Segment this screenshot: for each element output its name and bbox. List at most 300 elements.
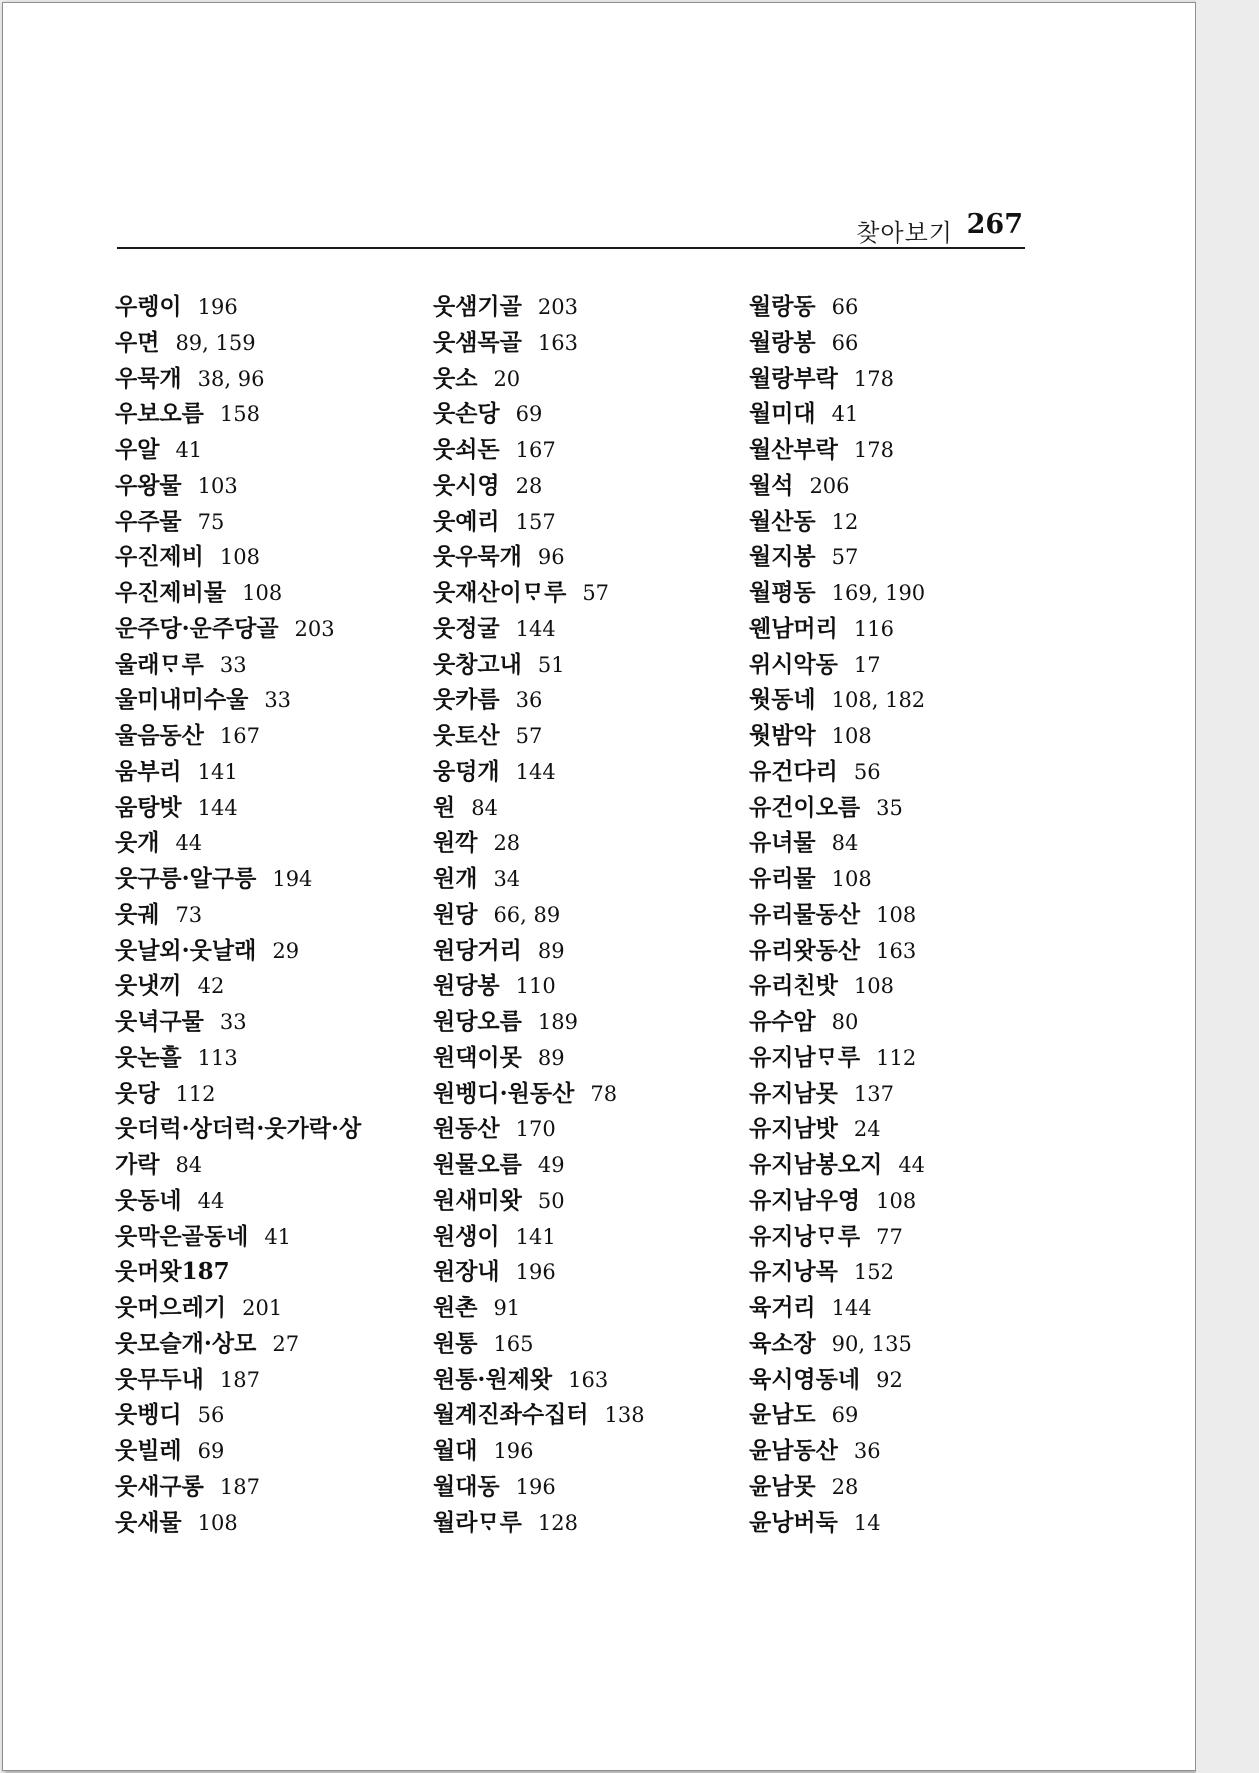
index-page-refs: 103 xyxy=(197,473,238,498)
index-page-refs: 141 xyxy=(197,759,238,784)
index-entry xyxy=(433,682,753,718)
index-term: 웃개 xyxy=(115,829,160,857)
index-entry xyxy=(115,1469,435,1505)
index-page-refs: 116 xyxy=(853,616,894,641)
index-page-refs: 112 xyxy=(175,1081,216,1106)
index-entry xyxy=(749,1183,1069,1219)
index-page-refs: 157 xyxy=(515,509,556,534)
index-entry xyxy=(433,325,753,361)
index-entry xyxy=(433,968,753,1004)
index-entry xyxy=(749,682,1069,718)
index-entry xyxy=(749,504,1069,540)
index-entry xyxy=(433,754,753,790)
index-entry xyxy=(115,325,435,361)
index-entry xyxy=(749,575,1069,611)
index-entry xyxy=(749,1254,1069,1290)
index-term: 웃빌레 xyxy=(115,1437,182,1464)
index-page-refs: 187 xyxy=(219,1367,260,1392)
index-term: 원장내 xyxy=(433,1258,500,1286)
index-term: 웃우묵개 xyxy=(433,543,522,571)
index-page-refs: 35 xyxy=(876,795,903,820)
index-entry xyxy=(433,861,753,897)
index-entry xyxy=(749,325,1069,361)
index-page-refs: 44 xyxy=(175,831,203,856)
index-page-refs: 44 xyxy=(197,1188,225,1213)
index-term: 웃새물 xyxy=(115,1508,182,1536)
index-term: 웃샘기골 xyxy=(433,293,522,320)
index-entry xyxy=(115,861,435,897)
index-page-refs: 78 xyxy=(590,1081,618,1106)
index-term: 웃모슬개·상모 xyxy=(115,1329,257,1357)
index-page-refs: 33 xyxy=(219,1010,247,1034)
index-entry xyxy=(749,790,1069,826)
page-number: 267 xyxy=(966,209,1023,240)
index-term: 울미내미수울 xyxy=(115,686,249,714)
index-term: 원당오름 xyxy=(433,1008,522,1035)
index-page-refs: 92 xyxy=(876,1367,903,1392)
index-page-refs: 51 xyxy=(537,652,565,677)
index-page-refs: 89 xyxy=(537,938,565,963)
index-term: 웃논흘 xyxy=(115,1043,182,1071)
index-page-refs: 56 xyxy=(197,1403,225,1428)
index-entry xyxy=(433,1469,753,1505)
index-page-refs: 44 xyxy=(898,1153,926,1177)
index-page-refs: 110 xyxy=(515,974,556,999)
index-page-refs: 141 xyxy=(515,1224,556,1249)
index-column-3 xyxy=(749,289,1069,1540)
index-term: 원깍 xyxy=(433,829,478,857)
index-page-refs: 34 xyxy=(493,867,521,891)
index-page-refs: 144 xyxy=(831,1296,872,1320)
running-head xyxy=(117,207,1025,249)
index-term: 월계진좌수집터 xyxy=(433,1401,589,1429)
index-page-refs: 90, 135 xyxy=(831,1331,912,1356)
index-term: 웃머왓187 xyxy=(115,1258,230,1286)
index-term: 월평동 xyxy=(749,579,816,606)
index-term: 웃벵디 xyxy=(115,1401,182,1429)
index-term: 원촌 xyxy=(433,1294,478,1321)
index-term: 원개 xyxy=(433,865,478,892)
index-entry xyxy=(749,968,1069,1004)
index-page-refs: 108 xyxy=(831,724,872,748)
index-page-refs: 196 xyxy=(197,295,238,319)
index-entry xyxy=(115,682,435,718)
index-page-refs: 66 xyxy=(831,330,859,355)
index-page-refs: 36 xyxy=(853,1439,881,1463)
index-entry xyxy=(115,1433,435,1469)
index-entry xyxy=(749,1040,1069,1076)
index-page-refs: 108 xyxy=(853,974,894,999)
index-page-refs: 194 xyxy=(272,867,313,891)
index-entry xyxy=(749,1111,1069,1147)
index-page-refs: 49 xyxy=(537,1153,565,1177)
index-entry xyxy=(433,1433,753,1469)
index-page-refs: 57 xyxy=(515,724,543,748)
index-term: 유수암 xyxy=(749,1008,816,1035)
index-term: 울음동산 xyxy=(115,722,204,749)
index-term: 웃머으레기 xyxy=(115,1294,227,1321)
index-entry xyxy=(433,1290,753,1326)
index-page-refs: 108 xyxy=(219,545,260,570)
index-entry xyxy=(115,1183,435,1219)
index-term: 월미대 xyxy=(749,400,816,428)
index-page-refs: 69 xyxy=(831,1403,859,1428)
index-entry xyxy=(749,754,1069,790)
index-page-refs: 14 xyxy=(853,1510,881,1535)
index-term: 움부리 xyxy=(115,757,182,785)
index-term: 육시영동네 xyxy=(749,1365,861,1393)
index-entry xyxy=(749,825,1069,861)
index-entry xyxy=(433,790,753,826)
index-entry xyxy=(433,289,753,325)
index-term: 웃더럭·상더럭·웃가락·상 xyxy=(115,1115,362,1143)
index-term: 원댁이못 xyxy=(433,1043,522,1071)
index-page-refs: 57 xyxy=(831,545,859,570)
index-term: 원 xyxy=(433,793,456,821)
index-term: 원새미왓 xyxy=(433,1186,522,1214)
index-entry xyxy=(433,539,753,575)
index-page-refs: 144 xyxy=(197,795,238,820)
index-page-refs: 28 xyxy=(493,831,521,856)
index-entry xyxy=(115,1111,435,1147)
index-term: 웃동네 xyxy=(115,1186,182,1214)
index-entry xyxy=(433,396,753,432)
index-page-refs: 66 xyxy=(831,295,859,319)
index-page-refs: 196 xyxy=(515,1474,556,1499)
index-entry xyxy=(433,361,753,397)
index-page-refs: 33 xyxy=(219,652,247,677)
index-page-refs: 29 xyxy=(272,938,300,963)
index-entry xyxy=(115,825,435,861)
index-page-refs: 41 xyxy=(831,402,859,427)
index-term: 우진제비물 xyxy=(115,579,227,606)
index-page-refs: 196 xyxy=(493,1439,534,1463)
index-entry xyxy=(749,647,1069,683)
index-term: 웃예리 xyxy=(433,507,500,535)
index-entry xyxy=(433,1147,753,1183)
index-term: 웟동네 xyxy=(749,686,816,714)
index-term: 우왕물 xyxy=(115,471,182,499)
index-entry xyxy=(749,1326,1069,1362)
index-entry xyxy=(115,1326,435,1362)
index-page-refs: 36 xyxy=(515,688,543,713)
index-term: 육거리 xyxy=(749,1294,816,1321)
index-entry xyxy=(749,611,1069,647)
index-page-refs: 137 xyxy=(853,1081,894,1106)
index-term: 웃쇠돈 xyxy=(433,436,500,463)
index-page-refs: 178 xyxy=(853,438,894,462)
index-entry xyxy=(115,468,435,504)
index-entry xyxy=(749,933,1069,969)
index-term: 움탕밧 xyxy=(115,793,182,821)
index-page-refs: 167 xyxy=(219,724,260,748)
index-term: 월대 xyxy=(433,1437,478,1464)
index-column-1 xyxy=(115,289,435,1540)
index-entry xyxy=(115,1505,435,1541)
index-term: 우보오름 xyxy=(115,400,204,428)
index-entry xyxy=(433,825,753,861)
index-term: 월석 xyxy=(749,471,794,499)
index-term: 웃궤 xyxy=(115,900,160,928)
index-entry xyxy=(433,468,753,504)
index-term: 월대동 xyxy=(433,1472,500,1500)
index-term: 원벵디·원동산 xyxy=(433,1079,575,1107)
index-page-refs: 178 xyxy=(853,366,894,391)
index-entry xyxy=(115,1076,435,1112)
index-page-refs: 33 xyxy=(264,688,292,713)
index-entry xyxy=(433,1362,753,1398)
index-page-refs: 189 xyxy=(537,1010,578,1034)
index-term: 웃당 xyxy=(115,1079,160,1107)
index-page-refs: 203 xyxy=(537,295,578,319)
index-entry xyxy=(749,361,1069,397)
index-page-refs: 42 xyxy=(197,974,225,999)
index-term: 월라ᄆᆞ루 xyxy=(433,1508,522,1536)
index-term: 원당거리 xyxy=(433,936,522,964)
index-entry xyxy=(433,1326,753,1362)
index-entry xyxy=(115,897,435,933)
index-entry xyxy=(749,1362,1069,1398)
index-entry xyxy=(115,1254,435,1290)
index-term: 윤낭버둑 xyxy=(749,1508,838,1536)
index-page-refs: 84 xyxy=(471,795,498,820)
index-term: 유건다리 xyxy=(749,757,838,785)
index-term: 울래ᄆᆞ루 xyxy=(115,650,204,678)
index-term: 웬남머리 xyxy=(749,614,838,642)
index-entry xyxy=(433,611,753,647)
index-term: 운주당·운주당골 xyxy=(115,614,279,642)
index-term: 월지봉 xyxy=(749,543,816,571)
index-term: 원통·원제왓 xyxy=(433,1365,553,1393)
index-page-refs: 196 xyxy=(515,1260,556,1285)
index-entry xyxy=(433,1397,753,1433)
index-entry xyxy=(115,933,435,969)
index-term: 웃창고내 xyxy=(433,650,522,678)
index-term: 유지남봉오지 xyxy=(749,1151,883,1178)
index-page-refs: 144 xyxy=(515,759,556,784)
index-entry xyxy=(115,1397,435,1433)
index-term: 유지낭ᄆᆞ루 xyxy=(749,1222,861,1250)
index-term: 우진제비 xyxy=(115,543,204,571)
index-entry xyxy=(115,1147,435,1183)
index-term: 웅덩개 xyxy=(433,757,500,785)
index-term: 윤남못 xyxy=(749,1472,816,1500)
index-page-refs: 206 xyxy=(809,473,850,498)
index-entry xyxy=(115,396,435,432)
index-entry xyxy=(749,1505,1069,1541)
index-term: 유건이오름 xyxy=(749,793,861,821)
index-term: 육소장 xyxy=(749,1329,816,1357)
index-term: 윤남동산 xyxy=(749,1437,838,1464)
index-entry xyxy=(115,1362,435,1398)
index-entry xyxy=(115,790,435,826)
index-term: 웟밤악 xyxy=(749,722,816,749)
index-term: 유지남ᄆᆞ루 xyxy=(749,1043,861,1071)
index-entry xyxy=(749,1433,1069,1469)
section-title: 찾아보기 xyxy=(856,219,953,247)
index-page-refs: 169, 190 xyxy=(831,581,926,605)
index-page-refs: 138 xyxy=(604,1403,645,1428)
index-page-refs: 28 xyxy=(515,473,543,498)
index-term: 웃손당 xyxy=(433,400,500,428)
index-page-refs: 66, 89 xyxy=(493,902,561,927)
index-entry xyxy=(433,1505,753,1541)
index-page-refs: 108 xyxy=(831,867,872,891)
index-entry xyxy=(115,1219,435,1255)
index-term: 우면 xyxy=(115,328,160,356)
index-term: 우주물 xyxy=(115,507,182,535)
index-entry xyxy=(749,861,1069,897)
index-entry xyxy=(115,289,435,325)
index-page-refs: 163 xyxy=(876,938,917,963)
index-term: 웃토산 xyxy=(433,722,500,749)
index-page-refs: 108, 182 xyxy=(831,688,926,713)
index-page-refs: 73 xyxy=(175,902,203,927)
index-page-refs: 69 xyxy=(515,402,543,427)
book-page xyxy=(2,2,1196,1771)
index-page-refs: 57 xyxy=(582,581,610,605)
index-term: 월랑동 xyxy=(749,293,816,320)
index-entry xyxy=(749,539,1069,575)
index-page-refs: 144 xyxy=(515,616,556,641)
index-page-refs: 77 xyxy=(876,1224,903,1249)
index-entry xyxy=(749,897,1069,933)
index-entry xyxy=(749,1469,1069,1505)
index-entry xyxy=(115,968,435,1004)
index-term: 웃막은골동네 xyxy=(115,1222,249,1250)
index-page-refs: 89 xyxy=(537,1045,565,1070)
index-term: 우렝이 xyxy=(115,293,182,320)
index-entry xyxy=(433,1004,753,1040)
index-term: 우알 xyxy=(115,436,160,463)
index-page-refs: 91 xyxy=(493,1296,521,1320)
index-term: 웃녁구물 xyxy=(115,1008,204,1035)
index-entry xyxy=(749,718,1069,754)
index-entry xyxy=(749,1290,1069,1326)
index-page-refs: 108 xyxy=(197,1510,238,1535)
index-entry xyxy=(433,1183,753,1219)
index-entry xyxy=(433,575,753,611)
index-term: 월산동 xyxy=(749,507,816,535)
index-term: 원당봉 xyxy=(433,972,500,1000)
index-page-refs: 163 xyxy=(537,330,578,355)
index-page-refs: 170 xyxy=(515,1117,556,1142)
index-page-refs: 27 xyxy=(272,1331,300,1356)
index-term: 우묵개 xyxy=(115,364,182,392)
index-entry xyxy=(749,396,1069,432)
index-page-refs: 108 xyxy=(876,902,917,927)
index-term: 웃새구롱 xyxy=(115,1472,204,1500)
index-term: 원생이 xyxy=(433,1222,500,1250)
index-entry xyxy=(433,647,753,683)
index-page-refs: 56 xyxy=(853,759,881,784)
index-page-refs: 108 xyxy=(876,1188,917,1213)
index-page-refs: 163 xyxy=(568,1367,609,1392)
index-page-refs: 203 xyxy=(294,616,335,641)
index-term: 웃소 xyxy=(433,364,478,392)
index-term: 윤남도 xyxy=(749,1401,816,1429)
index-page-refs: 38, 96 xyxy=(197,366,265,391)
index-entry xyxy=(749,1076,1069,1112)
index-entry xyxy=(115,611,435,647)
index-page-refs: 128 xyxy=(537,1510,578,1535)
index-term: 유녀물 xyxy=(749,829,816,857)
index-entry xyxy=(433,1219,753,1255)
index-page-refs: 28 xyxy=(831,1474,859,1499)
index-term: 유리친밧 xyxy=(749,972,838,1000)
index-term: 가락 xyxy=(115,1151,160,1178)
index-term: 원물오름 xyxy=(433,1151,522,1178)
index-entry xyxy=(749,1147,1069,1183)
index-page-refs: 17 xyxy=(853,652,881,677)
index-entry xyxy=(115,539,435,575)
index-page-refs: 84 xyxy=(175,1153,203,1177)
index-page-refs: 187 xyxy=(219,1474,260,1499)
index-entry xyxy=(433,1040,753,1076)
index-term: 웃시영 xyxy=(433,471,500,499)
index-entry xyxy=(749,289,1069,325)
index-entry xyxy=(115,718,435,754)
index-entry xyxy=(115,361,435,397)
index-page-refs: 20 xyxy=(493,366,521,391)
index-term: 원당 xyxy=(433,900,478,928)
index-entry xyxy=(749,1219,1069,1255)
index-page-refs: 158 xyxy=(219,402,260,427)
index-page-refs: 24 xyxy=(853,1117,881,1142)
index-page-refs: 113 xyxy=(197,1045,238,1070)
index-term: 웃날외·웃날래 xyxy=(115,936,257,964)
index-entry xyxy=(115,504,435,540)
index-entry xyxy=(115,647,435,683)
index-term: 웃구릉·알구릉 xyxy=(115,865,257,892)
index-entry xyxy=(433,432,753,468)
index-entry xyxy=(433,933,753,969)
index-term: 유리물동산 xyxy=(749,900,861,928)
index-term: 웃카름 xyxy=(433,686,500,714)
index-entry xyxy=(115,432,435,468)
index-page-refs: 84 xyxy=(831,831,859,856)
index-entry xyxy=(433,897,753,933)
index-term: 유지남우영 xyxy=(749,1186,861,1214)
index-entry xyxy=(115,754,435,790)
index-term: 웃무두내 xyxy=(115,1365,204,1393)
index-page-refs: 108 xyxy=(242,581,283,605)
index-entry xyxy=(433,1076,753,1112)
index-term: 월랑부락 xyxy=(749,364,838,392)
index-page-refs: 201 xyxy=(242,1296,283,1320)
index-entry xyxy=(433,504,753,540)
index-term: 웃냇끼 xyxy=(115,972,182,1000)
index-page-refs: 89, 159 xyxy=(175,330,256,355)
index-term: 웃샘목골 xyxy=(433,328,522,356)
index-page-refs: 69 xyxy=(197,1439,225,1463)
index-term: 유리왓동산 xyxy=(749,936,861,964)
index-term: 위시악동 xyxy=(749,650,838,678)
index-entry xyxy=(433,1254,753,1290)
index-page-refs: 75 xyxy=(197,509,225,534)
index-term: 유리물 xyxy=(749,865,816,892)
index-term: 월랑봉 xyxy=(749,328,816,356)
index-term: 웃정굴 xyxy=(433,614,500,642)
index-term: 유지낭목 xyxy=(749,1258,838,1286)
index-term: 월산부락 xyxy=(749,436,838,463)
index-term: 원통 xyxy=(433,1329,478,1357)
index-entry xyxy=(115,1040,435,1076)
index-term: 유지남밧 xyxy=(749,1115,838,1143)
index-entry xyxy=(115,575,435,611)
index-entry xyxy=(115,1004,435,1040)
index-entry xyxy=(433,718,753,754)
